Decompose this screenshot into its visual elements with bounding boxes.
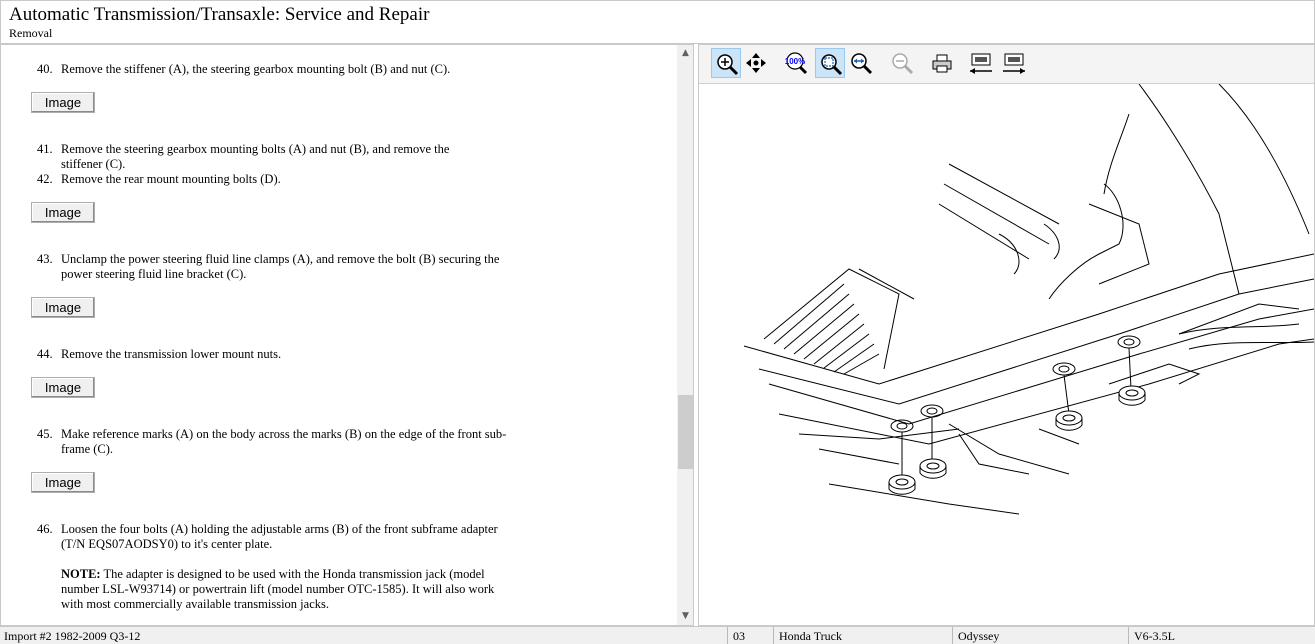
page-title: Automatic Transmission/Transaxle: Service and Repair [9,4,430,25]
note-text: The adapter is designed to be used with the Honda transmission jack (model number LSL-W93714) or powertrain lift (model number OTC-1585). It will also work with most commercially available transmission jacks. [61,567,495,611]
step-46: 46. Loosen the four bolts (A) holding the adjustable arms (B) of the front subframe adapter (T/N EQS07AODSY0) to it's center plate. [37,522,498,551]
zoom-100-icon [784,51,808,75]
pan-icon [744,51,768,75]
note-label: NOTE: [61,567,101,581]
zoom-out-button[interactable] [887,48,917,78]
viewer-toolbar [699,45,1314,84]
print-button[interactable] [927,48,957,78]
status-code: 03 [733,629,745,643]
step-43: 43. Unclamp the power steering fluid line clamps (A), and remove the bolt (B) securing the power steering fluid line bracket (C). [37,252,500,281]
scrollbar-thumb[interactable] [678,395,693,469]
scroll-down-icon[interactable]: ▼ [682,611,689,621]
previous-image-button[interactable] [965,48,995,78]
image-button-step-43[interactable]: Image [31,297,95,318]
status-bar [0,626,1315,644]
svg-text:100%: 100% [784,57,806,66]
previous-image-icon [968,51,994,75]
status-model: Odyssey [958,629,1000,643]
procedure-content [1,45,677,626]
status-source: Import #2 1982-2009 Q3-12 [4,629,141,643]
pan-button[interactable] [741,48,771,78]
zoom-fit-icon [819,52,843,76]
status-engine: V6-3.5L [1134,629,1175,643]
status-make: Honda Truck [779,629,843,643]
page-subtitle: Removal [9,26,53,40]
image-viewer-pane [698,44,1315,626]
note [61,567,516,612]
status-separator [952,627,953,644]
status-separator [1128,627,1129,644]
printer-icon [930,51,954,75]
zoom-out-icon [890,51,914,75]
zoom-width-button[interactable] [846,48,876,78]
image-button-step-40[interactable]: Image [31,92,95,113]
zoom-width-icon [849,51,873,75]
zoom-in-button[interactable] [711,48,741,78]
zoom-in-icon [715,52,739,76]
step-41: 41. Remove the steering gearbox mounting bolts (A) and nut (B), and remove the stiffener (C). [37,142,450,171]
image-button-step-41-42[interactable]: Image [31,202,95,223]
step-45: 45. Make reference marks (A) on the body across the marks (B) on the edge of the front sub-frame (C). [37,427,507,456]
status-separator [727,627,728,644]
transmission-mount-diagram [699,84,1314,624]
next-image-button[interactable] [998,48,1028,78]
scroll-up-icon[interactable]: ▲ [682,48,689,58]
step-44: 44. Remove the transmission lower mount nuts. [37,347,282,361]
image-button-step-44[interactable]: Image [31,377,95,398]
image-button-step-45[interactable]: Image [31,472,95,493]
header [0,0,1315,44]
next-image-icon [1001,51,1027,75]
status-separator [773,627,774,644]
step-42: 42. Remove the rear mount mounting bolts (D). [37,172,281,186]
zoom-100-button[interactable] [781,48,811,78]
vertical-scrollbar[interactable] [677,45,694,625]
zoom-fit-button[interactable] [815,48,845,78]
procedure-pane[interactable] [0,44,694,626]
step-40: 40. Remove the stiffener (A), the steering gearbox mounting bolt (B) and nut (C). [37,62,451,76]
